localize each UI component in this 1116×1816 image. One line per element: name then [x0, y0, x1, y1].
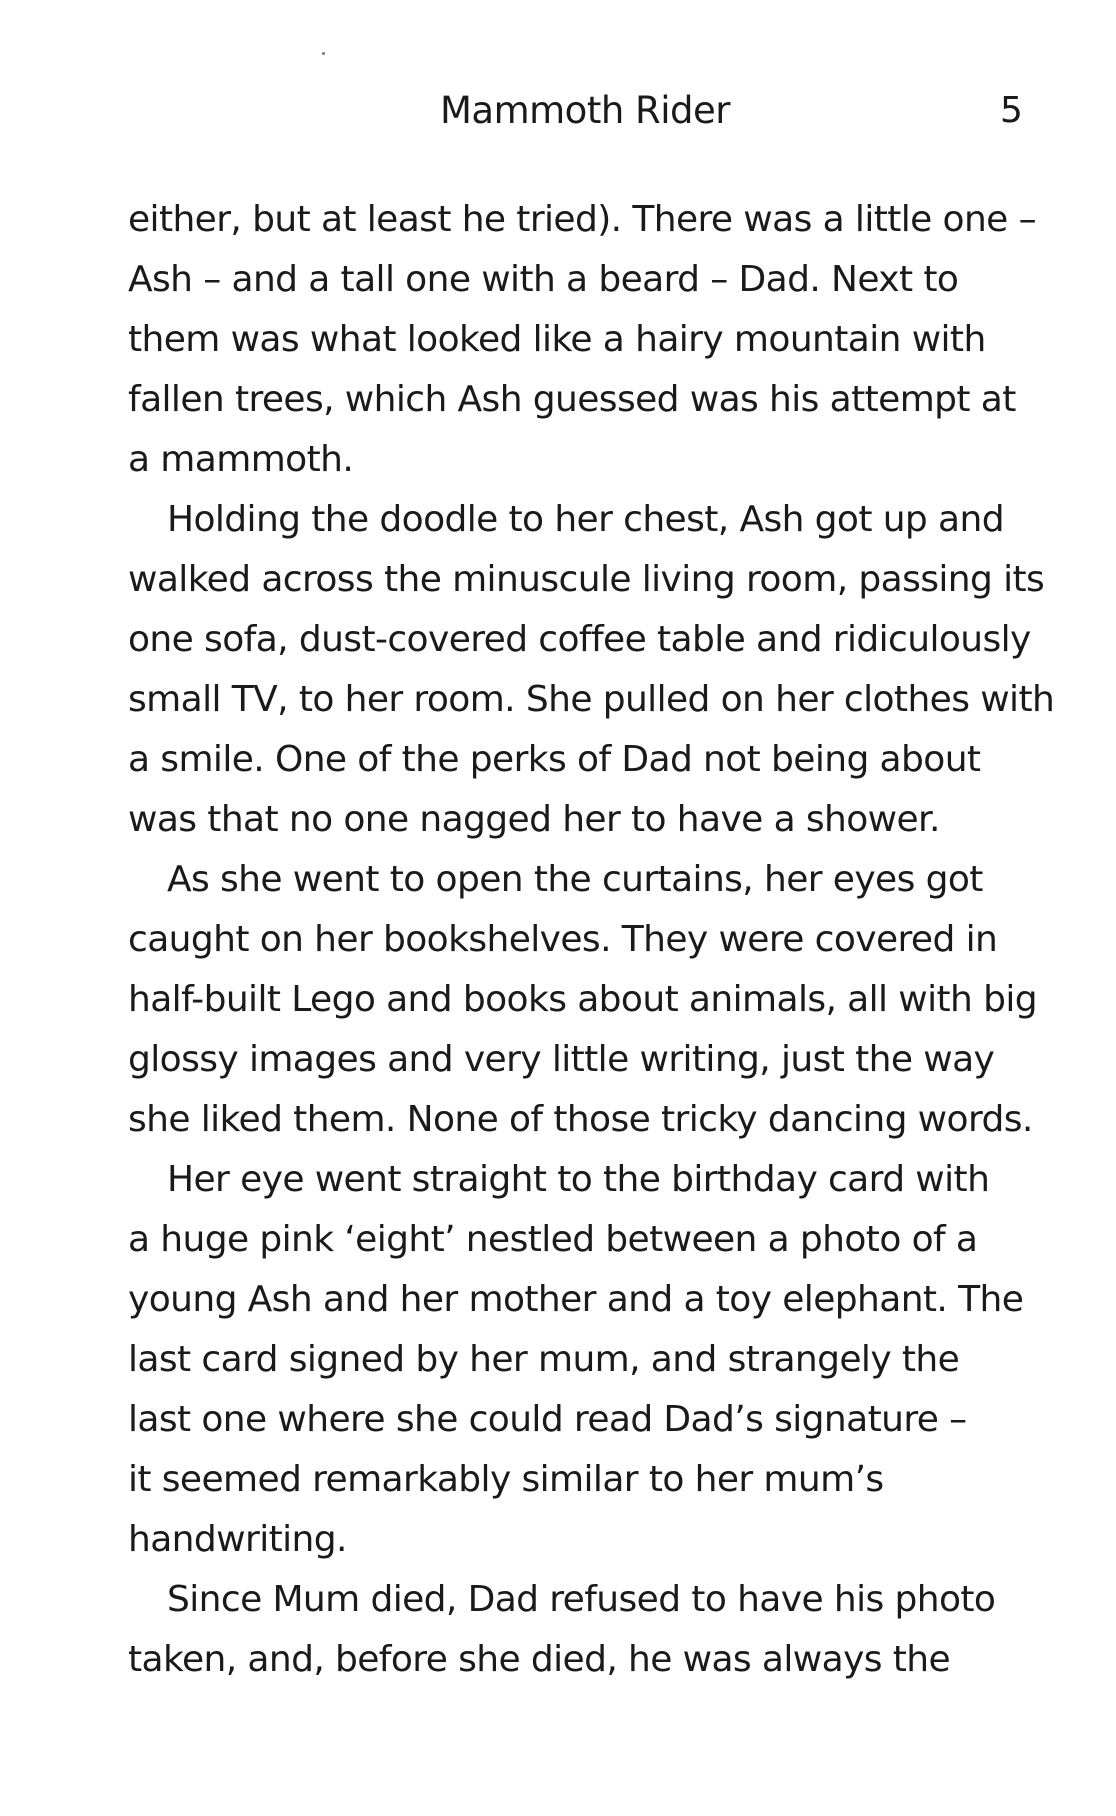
- page-header: [0, 86, 1116, 136]
- text-line: small TV, to her room. She pulled on her clothes with: [128, 679, 1055, 720]
- text-line: handwriting.: [128, 1519, 347, 1560]
- text-line: last card signed by her mum, and strangely the: [128, 1339, 960, 1380]
- text-line: a huge pink ‘eight’ nestled between a photo of a: [128, 1219, 978, 1260]
- text-line: fallen trees, which Ash guessed was his attempt at: [128, 379, 1016, 420]
- text-line: caught on her bookshelves. They were covered in: [128, 919, 998, 960]
- text-line: Her eye went straight to the birthday card with: [167, 1159, 990, 1200]
- text-line: she liked them. None of those tricky dancing words.: [128, 1099, 1033, 1140]
- text-line: As she went to open the curtains, her eyes got: [167, 859, 983, 900]
- text-line: either, but at least he tried). There was a little one –: [128, 199, 1036, 240]
- text-line: Holding the doodle to her chest, Ash got up and: [167, 499, 1004, 540]
- text-line: half-built Lego and books about animals, all with big: [128, 979, 1038, 1020]
- page-number: 5: [1000, 90, 1023, 131]
- text-line: them was what looked like a hairy mountain with: [128, 319, 986, 360]
- text-line: a smile. One of the perks of Dad not being about: [128, 739, 981, 780]
- text-line: Since Mum died, Dad refused to have his photo: [167, 1579, 996, 1620]
- text-line: last one where she could read Dad’s signature –: [128, 1399, 967, 1440]
- running-title: Mammoth Rider: [440, 89, 730, 132]
- text-line: taken, and, before she died, he was always the: [128, 1639, 951, 1680]
- body-text: [128, 190, 1055, 1690]
- text-line: one sofa, dust-covered coffee table and ridiculously: [128, 619, 1031, 660]
- text-line: young Ash and her mother and a toy elephant. The: [128, 1279, 1024, 1320]
- text-line: a mammoth.: [128, 439, 354, 480]
- text-line: walked across the minuscule living room, passing its: [128, 559, 1045, 600]
- text-line: was that no one nagged her to have a shower.: [128, 799, 940, 840]
- text-line: Ash – and a tall one with a beard – Dad. Next to: [128, 259, 959, 300]
- print-speck: [322, 52, 325, 55]
- text-line: glossy images and very little writing, just the way: [128, 1039, 995, 1080]
- text-line: it seemed remarkably similar to her mum’s: [128, 1459, 884, 1500]
